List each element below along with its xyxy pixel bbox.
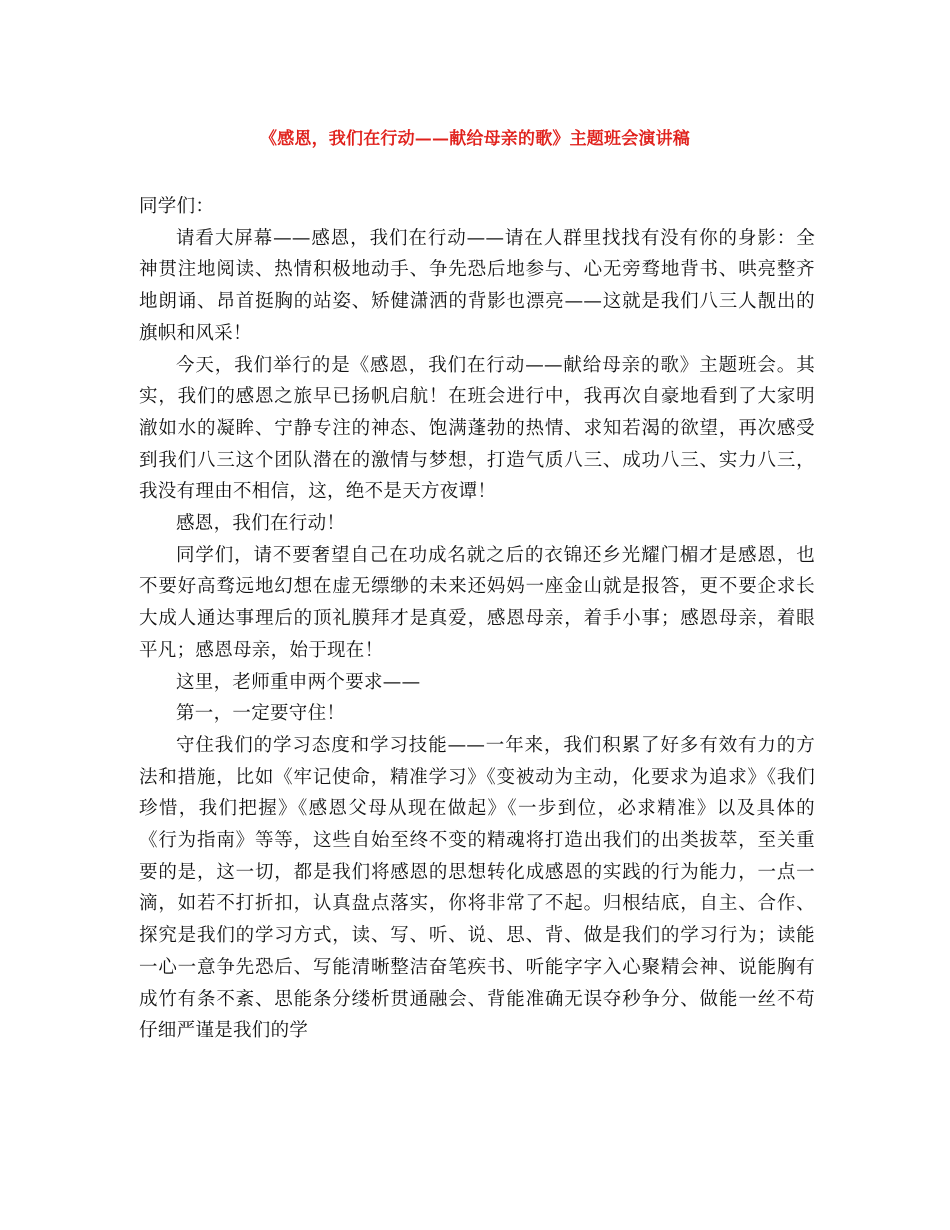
paragraph-6: 第一，一定要守住！ [176, 703, 346, 725]
paragraph-5: 这里，老师重申两个要求—— [176, 671, 421, 693]
document-body [139, 191, 815, 1047]
paragraph-7: 守住我们的学习态度和学习技能——一年来，我们积累了好多有效有力的方法和措施，比如《牢记使命，精准学习》《变被动为主动，化要求为追求》《我们珍惜，我们把握》《感恩父母从现在做起》《一步到位，必求精准》以及具体的《行为指南》等等，这些自始至终不变的精魂将打造出我们的出类拔萃，至关重要的是，这一切，都是我们将感恩的思想转化成感恩的实践的行为能力，一点一滴，如若不打折扣，认真盘点落实，你将非常了不起。归根结底，自主、合作、探究是我们的学习方式，读、写、听、说、思、背、做是我们的学习行为；读能一心一意争先恐后、写能清晰整洁奋笔疾书、听能字字入心聚精会神、说能胸有成竹有条不紊、思能条分缕析贯通融会、背能准确无误夺秒争分、做能一丝不苟仔细严谨是我们的学 [139, 734, 815, 1042]
document-title: 《感恩，我们在行动——献给母亲的歌》主题班会演讲稿 [260, 129, 690, 149]
paragraph-1: 请看大屏幕——感恩，我们在行动——请在人群里找找有没有你的身影：全神贯注地阅读、热情积极地动手、争先恐后地参与、心无旁骛地背书、哄亮整齐地朗诵、昂首挺胸的站姿、矫健潇洒的背影也漂亮——这就是我们八三人靓出的旗帜和风采！ [139, 227, 815, 344]
paragraph-4: 同学们，请不要奢望自己在功成名就之后的衣锦还乡光耀门楣才是感恩，也不要好高骛远地幻想在虚无缥缈的未来还妈妈一座金山就是报答，更不要企求长大成人通达事理后的顶礼膜拜才是真爱，感恩母亲，着手小事；感恩母亲，着眼平凡；感恩母亲，始于现在！ [139, 544, 815, 661]
salutation: 同学们： [139, 196, 215, 217]
paragraph-3: 感恩，我们在行动！ [176, 513, 346, 535]
paragraph-2: 今天，我们举行的是《感恩，我们在行动——献给母亲的歌》主题班会。其实，我们的感恩之旅早已扬帆启航！在班会进行中，我再次自豪地看到了大家明澈如水的凝眸、宁静专注的神态、饱满蓬勃的热情、求知若渴的欲望，再次感受到我们八三这个团队潜在的激情与梦想，打造气质八三、成功八三、实力八三，我没有理由不相信，这，绝不是天方夜谭！ [139, 354, 815, 503]
